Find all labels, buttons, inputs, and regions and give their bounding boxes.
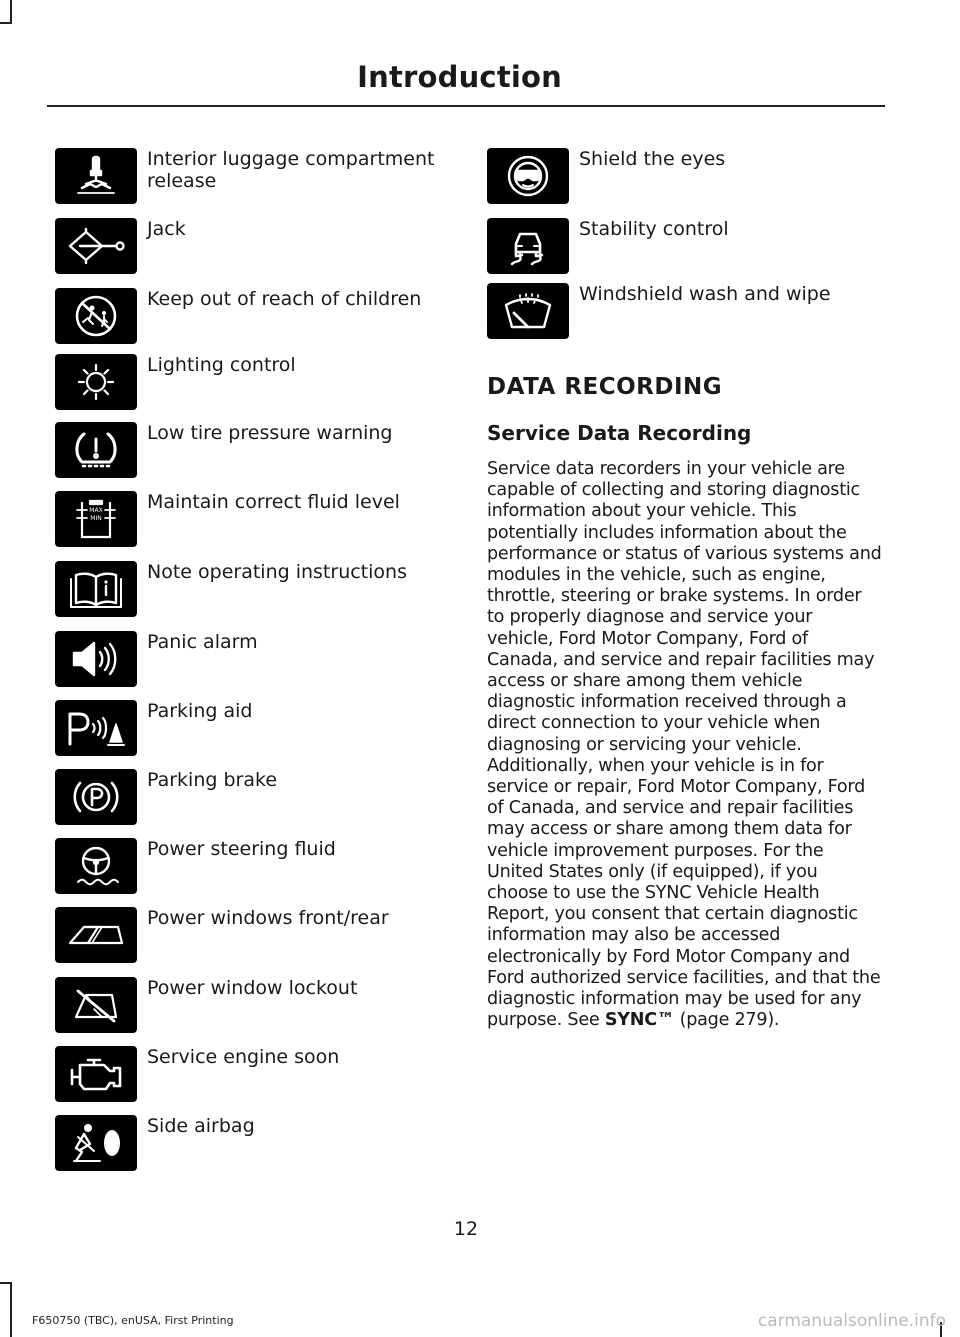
- symbol-window-lockout: [55, 977, 475, 1033]
- fluid-min-label: MIN: [90, 515, 102, 522]
- power-windows-icon: [55, 907, 137, 963]
- symbol-label: Shield the eyes: [579, 148, 726, 170]
- symbol-power-windows: [55, 907, 475, 963]
- symbol-shield-eyes: [487, 148, 907, 204]
- stability-control-icon: [487, 218, 569, 274]
- header-rule: [47, 105, 885, 107]
- symbol-label: Lighting control: [147, 354, 296, 376]
- symbol-lighting-control: [55, 354, 475, 410]
- tire-pressure-icon: [55, 422, 137, 478]
- symbol-label: Parking brake: [147, 769, 278, 791]
- parking-brake-icon: [55, 769, 137, 825]
- manual-book-icon: [55, 561, 137, 617]
- symbol-label: Interior luggage compartment release: [147, 148, 435, 192]
- symbol-label: Stability control: [579, 218, 729, 240]
- shield-eyes-icon: [487, 148, 569, 204]
- section-body: [487, 459, 882, 1031]
- page-number: 12: [453, 1218, 479, 1240]
- see-prefix: See: [567, 1010, 600, 1031]
- symbol-fluid-level: [55, 491, 475, 547]
- symbol-label: Maintain correct fluid level: [147, 491, 400, 513]
- section-subheading: Service Data Recording: [487, 421, 752, 445]
- symbol-label: Side airbag: [147, 1115, 255, 1137]
- window-lockout-icon: [55, 977, 137, 1033]
- power-steering-icon: [55, 838, 137, 894]
- windshield-wash-icon: [487, 283, 569, 339]
- crop-mark-bottom-left-h: [0, 1282, 12, 1284]
- crop-mark-top-left-h: [0, 22, 12, 24]
- symbol-parking-aid: [55, 700, 475, 756]
- crop-mark-top-left-v: [10, 0, 12, 24]
- watermark: carmanualsonline.info: [757, 1311, 946, 1331]
- parking-aid-icon: [55, 700, 137, 756]
- symbol-windshield-wash: [487, 283, 907, 339]
- page-title: Introduction: [357, 60, 562, 94]
- fluid-level-icon: [55, 491, 137, 547]
- symbol-label: Power steering fluid: [147, 838, 336, 860]
- symbol-tire-pressure: [55, 422, 475, 478]
- symbol-keep-from-children: [55, 288, 475, 344]
- symbol-label: Power windows front/rear: [147, 907, 389, 929]
- symbol-label: Service engine soon: [147, 1046, 340, 1068]
- lighting-control-icon: [55, 354, 137, 410]
- side-airbag-icon: [55, 1115, 137, 1171]
- sync-link[interactable]: SYNC™: [604, 1010, 675, 1031]
- symbol-label: Keep out of reach of children: [147, 288, 422, 310]
- keep-from-children-icon: [55, 288, 137, 344]
- see-suffix: (page 279).: [679, 1010, 780, 1031]
- symbol-label: Panic alarm: [147, 631, 258, 653]
- symbol-label: Power window lockout: [147, 977, 358, 999]
- symbol-engine: [55, 1046, 475, 1102]
- symbol-manual-book: [55, 561, 475, 617]
- symbol-stability-control: [487, 218, 907, 274]
- symbol-label: Parking aid: [147, 700, 253, 722]
- symbol-panic-alarm: [55, 631, 475, 687]
- body-paragraph: Service data recorders in your vehicle are capable of collecting and storing diagnostic information about your vehicle. This potentially includes information about the performance or status of various systems and modules in the vehicle, such as engine, throttle, steering or brake systems. In order to properly diagnose and service your vehicle, Ford Motor Company, Ford of Canada, and service and repair facilities may access or share among them vehicle diagnostic information received through a direct connection to your vehicle when diagnosing or servicing your vehicle. Additionally, when your vehicle is in for service or repair, Ford Motor Company, Ford of Canada, and service and repair facilities may access or share among them data for vehicle improvement purposes. For the United States only (if equipped), if you choose to use the SYNC Vehicle Health Report, you consent that certain diagnostic information may also be accessed electronically by Ford Motor Company and Ford authorized service facilities, and that the diagnostic information may be used for any purpose.: [487, 459, 882, 1031]
- symbol-parking-brake: [55, 769, 475, 825]
- symbol-label: Note operating instructions: [147, 561, 407, 583]
- symbol-label: Low tire pressure warning: [147, 422, 393, 444]
- section-heading: DATA RECORDING: [487, 374, 723, 400]
- symbol-luggage-release: [55, 148, 475, 204]
- symbol-jack: [55, 218, 475, 274]
- symbol-side-airbag: [55, 1115, 475, 1171]
- engine-icon: [55, 1046, 137, 1102]
- panic-alarm-icon: [55, 631, 137, 687]
- jack-icon: [55, 218, 137, 274]
- footer-info: F650750 (TBC), enUSA, First Printing: [32, 1314, 234, 1327]
- luggage-release-icon: [55, 148, 137, 204]
- fluid-max-label: MAX: [89, 507, 103, 514]
- crop-mark-bottom-left-v: [10, 1282, 12, 1337]
- symbol-label: Jack: [147, 218, 186, 240]
- symbol-label: Windshield wash and wipe: [579, 283, 831, 305]
- symbol-power-steering: [55, 838, 475, 894]
